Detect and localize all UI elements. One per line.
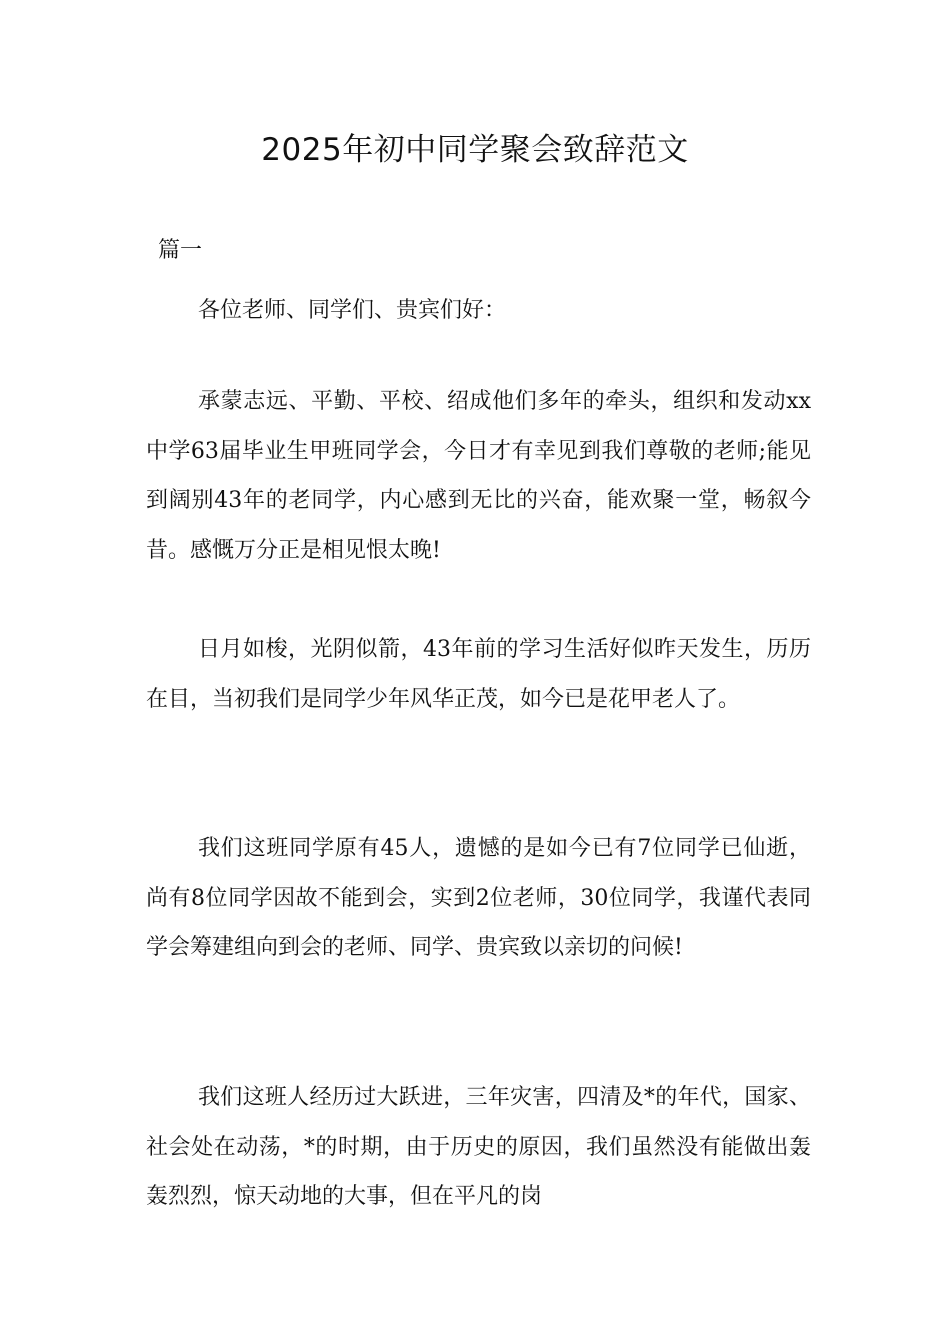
- body-paragraph-2: 日月如梭，光阴似箭，43年前的学习生活好似昨天发生，历历在目，当初我们是同学少年风华正茂，如今已是花甲老人了。: [146, 637, 811, 712]
- document-title: 2025年初中同学聚会致辞范文: [261, 132, 689, 168]
- body-paragraph-1: 承蒙志远、平勤、平校、绍成他们多年的牵头，组织和发动xx中学63届毕业生甲班同学会，今日才有幸见到我们尊敬的老师;能见到阔别43年的老同学，内心感到无比的兴奋，能欢聚一堂，畅叙今昔。感慨万分正是相见恨太晚!: [146, 389, 811, 563]
- greeting-paragraph: 各位老师、同学们、贵宾们好：: [198, 298, 507, 323]
- body-paragraph-3: 我们这班同学原有45人，遗憾的是如今已有7位同学已仙逝，尚有8位同学因故不能到会，实到2位老师，30位同学，我谨代表同学会筹建组向到会的老师、同学、贵宾致以亲切的问候!: [146, 836, 811, 960]
- section-label: 篇一: [158, 238, 203, 263]
- body-paragraph-4: 我们这班人经历过大跃进，三年灾害，四清及*的年代，国家、社会处在动荡，*的时期，由于历史的原因，我们虽然没有能做出轰轰烈烈，惊天动地的大事，但在平凡的岗: [146, 1085, 811, 1209]
